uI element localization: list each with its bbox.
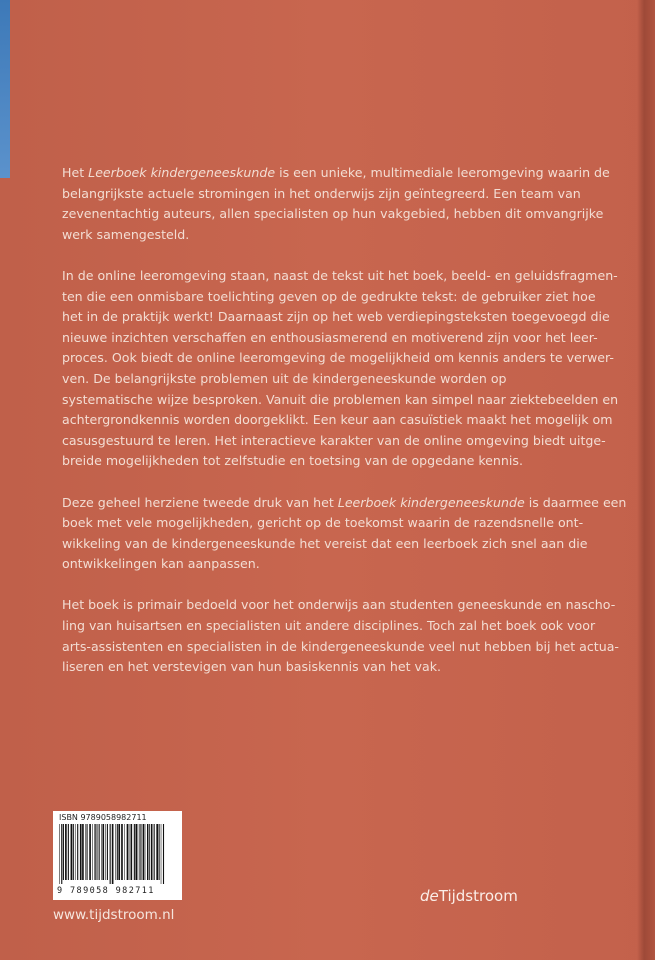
blurb-line: ling van huisartsen en specialisten uit andere disciplines. Toch zal het boek ook voor: [62, 618, 596, 634]
publisher-prefix: de: [420, 887, 439, 905]
blurb-line: proces. Ook biedt de online leeromgeving de mogelijkheid om kennis anders te verwer-: [62, 350, 614, 366]
blurb-line: ven. De belangrijkste problemen uit de kindergeneeskunde worden op: [62, 370, 507, 386]
blurb-line: belangrijkste actuele stromingen in het onderwijs zijn geïntegreerd. Een team van: [62, 185, 581, 201]
blurb-paragraph: [62, 595, 619, 677]
blue-accent-strip: [0, 0, 10, 178]
blurb-line: nieuwe inzichten verschaffen en enthousiasmerend en motiverend zijn voor het leer-: [62, 329, 598, 345]
blurb-line: Het boek is primair bedoeld voor het onderwijs aan studenten geneeskunde en nascho-: [62, 597, 616, 613]
barcode: [53, 811, 182, 900]
blurb-paragraph: [62, 493, 627, 575]
barcode-bars-icon: [59, 824, 176, 884]
blurb-line: boek met vele mogelijkheden, gericht op de toekomst waarin de razendsnelle ont-: [62, 515, 584, 531]
blurb-line: casusgestuurd te leren. Het interactieve karakter van de online omgeving biedt uitge-: [62, 432, 606, 448]
blurb-line: het in de praktijk werkt! Daarnaast zijn op het web verdiepingsteksten toegevoegd die: [62, 309, 610, 325]
blurb-paragraph: [62, 163, 610, 245]
publisher-website: www.tijdstroom.nl: [53, 907, 175, 923]
blurb-line: systematische wijze besproken. Vanuit die problemen kan simpel naar ziektebeelden en: [62, 391, 619, 407]
blurb-line: breide mogelijkheden tot zelfstudie en toetsing van de opgedane kennis.: [62, 453, 523, 469]
barcode-digits: 9 789058 982711: [57, 886, 155, 896]
blurb-line: achtergrondkennis worden doorgeklikt. Een keur aan casuïstiek maakt het mogelijk om: [62, 412, 613, 428]
publisher-name: Tijdstroom: [438, 887, 518, 905]
blurb-line: Deze geheel herziene tweede druk van het Leerboek kindergeneeskunde is daarmee een: [62, 494, 627, 510]
blurb-line: ten die een onmisbare toelichting geven op de gedrukte tekst: de gebruiker ziet hoe: [62, 288, 596, 304]
blurb-line: wikkeling van de kindergeneeskunde het vereist dat een leerboek zich snel aan die: [62, 535, 588, 551]
blurb-line: liseren en het verstevigen van hun basiskennis van het vak.: [62, 659, 441, 675]
spine-edge: [637, 0, 655, 960]
blurb-line: ontwikkelingen kan aanpassen.: [62, 556, 260, 572]
blurb-line: Het Leerboek kindergeneeskunde is een unieke, multimediale leeromgeving waarin de: [62, 165, 610, 180]
blurb-line: zevenentachtig auteurs, allen specialisten op hun vakgebied, hebben dit omvangrijke: [62, 206, 604, 222]
publisher-logo: [420, 887, 518, 905]
blurb-paragraph: [62, 266, 619, 472]
blurb-text: [62, 163, 627, 698]
isbn-label: ISBN 9789058982711: [59, 813, 147, 822]
blurb-line: In de online leeromgeving staan, naast de tekst uit het boek, beeld- en geluidsfragmen-: [62, 267, 618, 283]
blurb-line: werk samengesteld.: [62, 226, 190, 242]
blurb-line: arts-assistenten en specialisten in de kindergeneeskunde veel nut hebben bij het actua-: [62, 638, 619, 654]
